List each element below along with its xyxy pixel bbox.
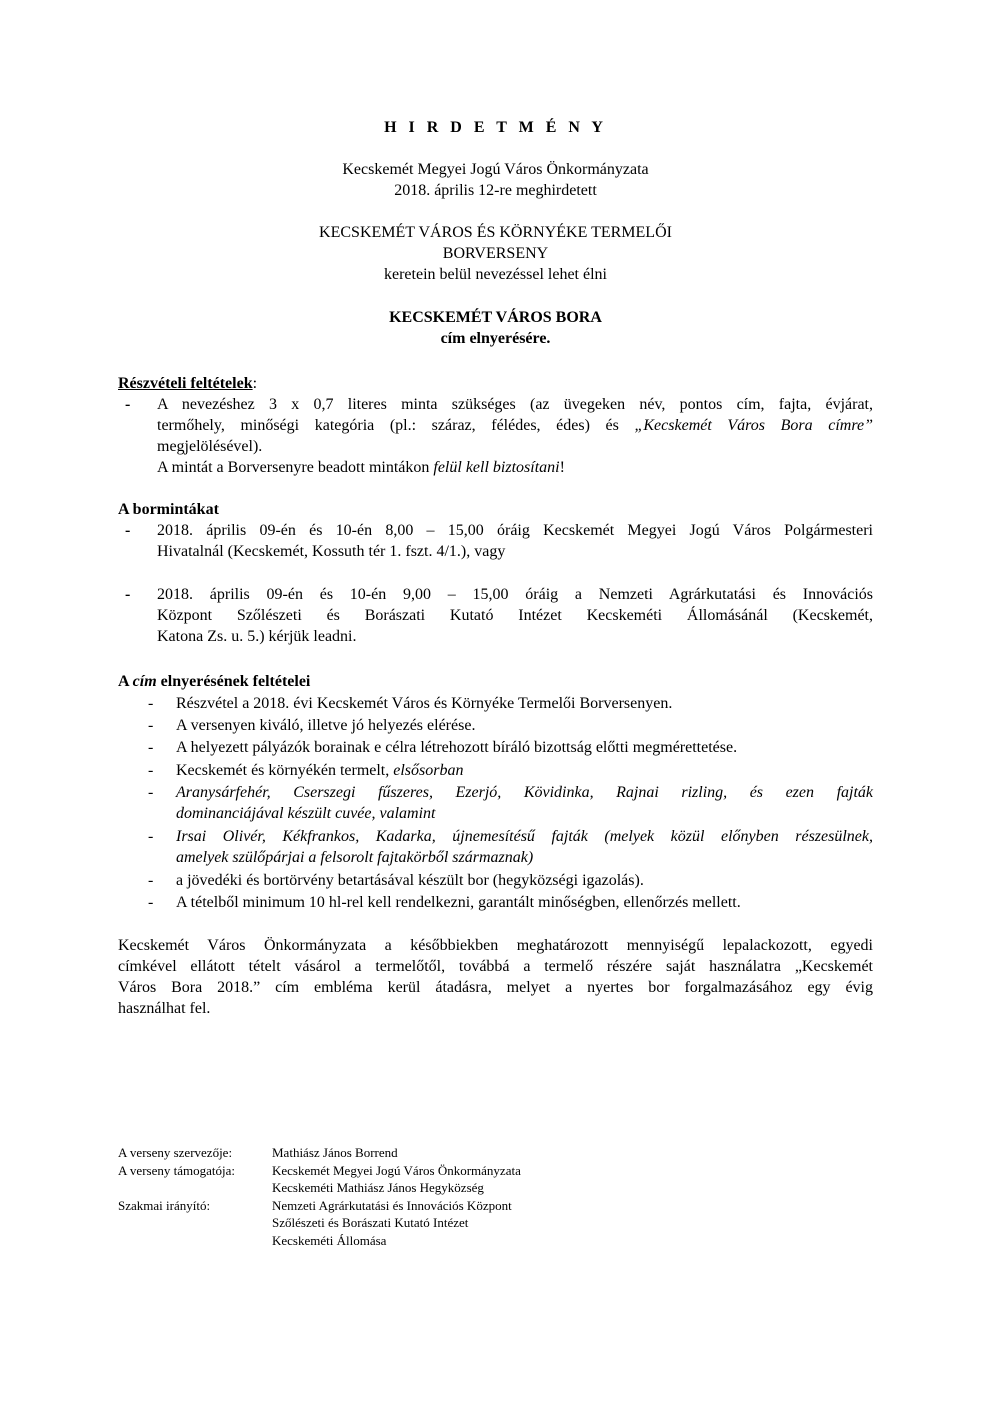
contest-name-line3: keretein belül nevezéssel lehet élni [383,266,607,283]
director-label: Szakmai irányító: [118,1197,211,1213]
participation-text: termőhely, minőségi kategória (pl.: száraz, félédes, édes) és [157,417,635,434]
condition-text: Irsai Olivér, Kékfrankos, Kadarka, újnemesítésű fajták (melyek közül előnyben részesülnek, [176,828,873,845]
participation-heading-text: Részvételi feltételek [118,375,253,392]
samples-item-1 [118,520,873,562]
samples-line: Katona Zs. u. 5.) kérjük leadni. [157,628,357,645]
dash-marker: - [148,695,154,712]
contest-name-line1: KECSKEMÉT VÁROS ÉS KÖRNYÉKE TERMELŐI [319,224,672,241]
participation-line: A nevezéshez 3 x 0,7 literes minta szükséges (az üvegeken név, pontos cím, fajta, évjárat, [157,396,873,413]
credits-row [118,1179,678,1197]
samples-line: 2018. április 09-én és 10-én 8,00 – 15,00 óráig Kecskemét Megyei Jogú Város Polgármesteri [157,522,873,539]
credits-row [118,1162,678,1180]
bullet-marker: - [125,522,131,539]
condition-text [176,760,873,781]
director-value: Szőlészeti és Borászati Kutató Intézet [272,1215,469,1230]
conditions-heading: A cím elnyerésének feltételei [118,673,311,690]
samples-line: Központ Szőlészeti és Borászati Kutató Intézet Kecskeméti Állomásánál (Kecskemét, [157,607,873,624]
samples-item-2 [118,584,873,647]
issuer-line: Kecskemét Megyei Jogú Város Önkormányzata [342,161,649,178]
credits-row [118,1214,678,1232]
supporter-label: A verseny támogatója: [118,1162,235,1178]
closing-paragraph [118,935,873,1019]
credits-block [118,1144,678,1249]
conditions-heading-rest: elnyerésének feltételei [160,673,311,690]
closing-line: használhat fel. [118,1000,211,1017]
samples-line: 2018. április 09-én és 10-én 9,00 – 15,00 óráig a Nemzeti Agrárkutatási és Innovációs [157,586,873,603]
dash-marker: - [148,828,154,845]
condition-text: Aranysárfehér, Cserszegi fűszeres, Ezerjó, Kövidinka, Rajnai rizling, és ezen fajták [176,784,873,801]
condition-text: Részvétel a 2018. évi Kecskemét Város és Környéke Termelői Borversenyen. [176,695,673,712]
participation-line [157,415,873,436]
document-title: H I R D E T M É N Y [384,119,607,136]
participation-line [157,457,873,478]
organizer-value: Mathiász János Borrend [272,1145,398,1160]
closing-line: Kecskemét Város Önkormányzata a későbbiekben meghatározott mennyiségű lepalackozott, egyedi [118,937,873,954]
condition-text: dominanciájával készült cuvée, valamint [176,805,436,822]
condition-item [118,782,873,824]
samples-line: Hivatalnál (Kecskemét, Kossuth tér 1. fszt. 4/1.), vagy [157,543,506,560]
condition-item [118,715,873,736]
condition-text-italic: elsősorban [393,762,464,779]
organizer-label: A verseny szervezője: [118,1145,233,1160]
participation-text: A mintát a Borversenyre beadott mintákon [157,459,434,476]
condition-text-part: Kecskemét és környékén termelt, [176,762,394,779]
closing-line: címkével ellátott tételt vásárol a termelőtől, továbbá a termelő részére saját használatra „Kecskemét [118,958,873,975]
condition-text: amelyek szülőpárjai a felsorolt fajtakörből származnak) [176,849,534,866]
dash-marker: - [148,894,154,911]
condition-item [118,870,873,891]
condition-item [118,737,873,758]
award-title: KECSKEMÉT VÁROS BORA [389,309,602,326]
director-value: Nemzeti Agrárkutatási és Innovációs Központ [272,1197,512,1213]
condition-item [118,892,873,913]
participation-heading [118,373,257,394]
samples-heading: A bormintákat [118,501,219,518]
dash-marker: - [148,717,154,734]
condition-item [118,760,873,781]
participation-line: megjelölésével). [157,438,263,455]
director-value: Kecskeméti Állomása [272,1232,387,1248]
award-subtitle: cím elnyerésére. [440,330,551,347]
credits-row [118,1197,678,1215]
dash-marker: - [148,762,154,779]
participation-text: ! [559,459,565,476]
condition-item [118,826,873,868]
credits-row [118,1232,678,1250]
participation-heading-colon: : [252,375,258,392]
closing-line: Város Bora 2018.” cím embléma kerül átadásra, melyet a nyertes bor forgalmazásához egy évig [118,979,873,996]
announcement-date: 2018. április 12-re meghirdetett [394,182,597,199]
bullet-marker: - [125,396,131,413]
participation-italic: „Kecskemét Város Bora címre” [634,417,873,434]
dash-marker: - [148,784,154,801]
contest-name-line2: BORVERSENY [442,245,549,262]
dash-marker: - [148,739,154,756]
dash-marker: - [148,872,154,889]
condition-text: a jövedéki és bortörvény betartásával készült bor (hegyközségi igazolás). [176,872,644,889]
participation-item [118,394,873,478]
condition-item [118,693,873,714]
supporter-value: Kecskeméti Mathiász János Hegyközség [272,1180,484,1195]
participation-italic: felül kell biztosítani [433,459,560,476]
condition-text: A helyezett pályázók borainak e célra létrehozott bíráló bizottság előtti megmérettetése. [176,739,738,756]
supporter-value: Kecskemét Megyei Jogú Város Önkormányzata [272,1162,521,1178]
condition-text: A tételből minimum 10 hl-rel kell rendelkezni, garantált minőségben, ellenőrzés mellett. [176,894,741,911]
bullet-marker: - [125,586,131,603]
condition-text: A versenyen kiváló, illetve jó helyezés elérése. [176,717,476,734]
conditions-heading-italic: cím [132,673,157,690]
credits-row [118,1144,678,1162]
